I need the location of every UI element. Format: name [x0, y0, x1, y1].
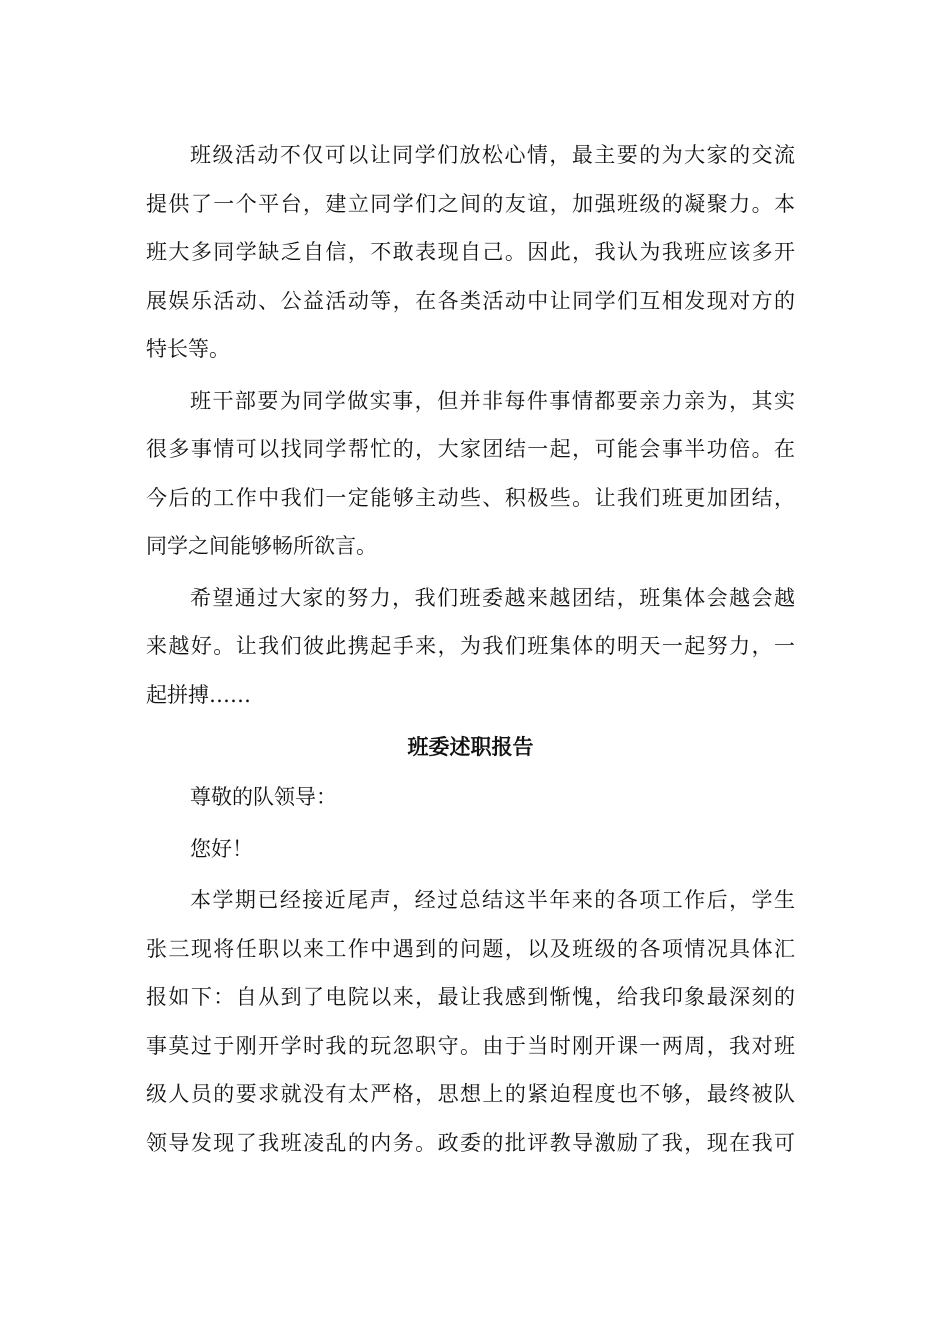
- text-line: 张三现将任职以来工作中遇到的问题，以及班级的各项情况具体汇: [146, 936, 795, 961]
- text-line: 提供了一个平台，建立同学们之间的友谊，加强班级的凝聚力。本: [146, 191, 795, 216]
- paragraph-class-activities: [146, 131, 795, 374]
- text-line: 很多事情可以找同学帮忙的，大家团结一起，可能会事半功倍。在: [146, 437, 795, 461]
- text-line: 班级活动不仅可以让同学们放松心情，最主要的为大家的交流: [190, 143, 795, 167]
- text-line: 报如下：自从到了电院以来，最让我感到惭愧，给我印象最深刻的: [146, 985, 795, 1009]
- text-line: 班大多同学缺乏自信，不敢表现自己。因此，我认为我班应该多开: [146, 240, 795, 264]
- text-line: 本学期已经接近尾声，经过总结这半年来的各项工作后，学生: [190, 888, 795, 912]
- text-line: 事莫过于刚开学时我的玩忽职守。由于当时刚开课一两周，我对班: [146, 1033, 795, 1058]
- report-title: 班委述职报告: [407, 734, 534, 759]
- text-line: 特长等。: [146, 337, 230, 361]
- text-line: 今后的工作中我们一定能够主动些、积极些。让我们班更加团结，: [146, 485, 795, 510]
- text-line: 同学之间能够畅所欲言。: [146, 534, 377, 558]
- paragraph-report-body: [146, 876, 795, 1167]
- text-line: 级人员的要求就没有太严格，思想上的紧迫程度也不够，最终被队: [146, 1082, 795, 1106]
- text-line: 希望通过大家的努力，我们班委越来越团结，班集体会越会越: [190, 585, 795, 610]
- text-line: 展娱乐活动、公益活动等，在各类活动中让同学们互相发现对方的: [146, 288, 795, 313]
- greeting: 您好！: [190, 836, 253, 861]
- text-line: 班干部要为同学做实事，但并非每件事情都要亲力亲为，其实: [190, 388, 795, 413]
- text-line: 起拼搏……: [146, 682, 251, 707]
- document-page: [146, 131, 795, 1170]
- salutation: 尊敬的队领导：: [190, 785, 337, 809]
- paragraph-class-cadres: [146, 377, 795, 571]
- text-line: 领导发现了我班凌乱的内务。政委的批评教导激励了我，现在我可: [146, 1130, 795, 1155]
- paragraph-hope: [146, 574, 795, 720]
- text-line: 来越好。让我们彼此携起手来，为我们班集体的明天一起努力，一: [146, 634, 795, 658]
